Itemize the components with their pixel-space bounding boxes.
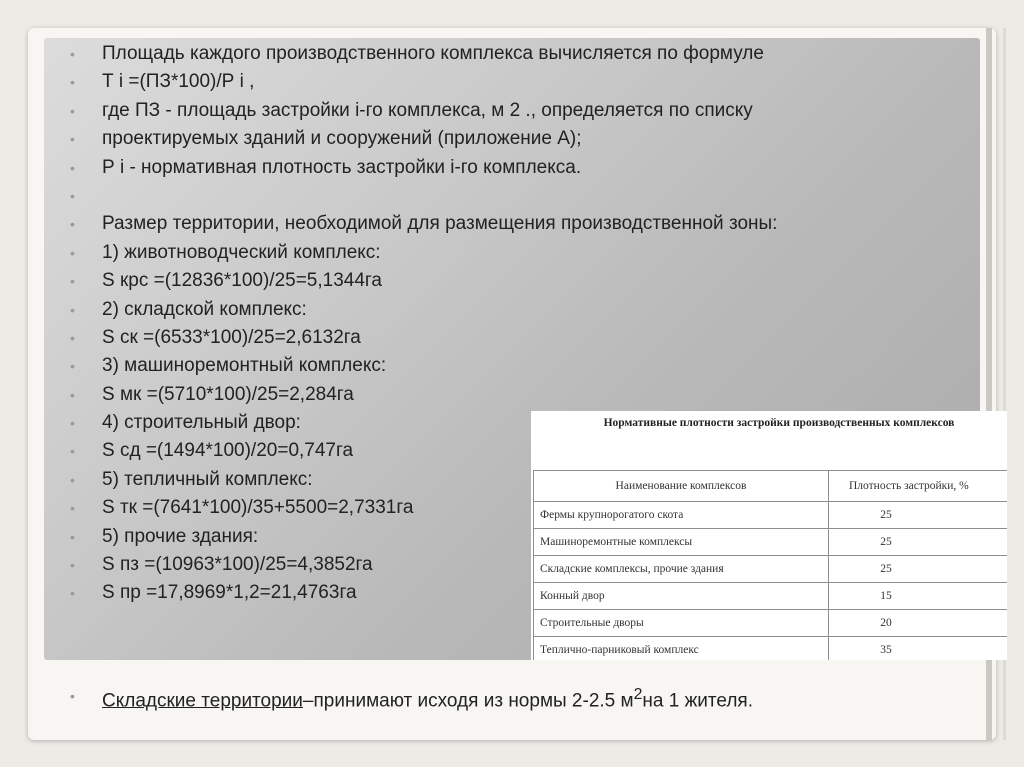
table-row xyxy=(534,610,1008,637)
table-row xyxy=(534,529,1008,556)
bullet-item xyxy=(62,68,962,96)
bullet-dot-icon: • xyxy=(70,46,75,62)
bullet-text: S мк =(5710*100)/25=2,284га xyxy=(102,383,354,405)
bullet-text: 4) строительный двор: xyxy=(102,412,301,434)
bullet-dot-icon: • xyxy=(70,244,75,261)
density-table-image xyxy=(531,411,1007,660)
column-header-name: Наименование комплексов xyxy=(534,471,829,502)
complex-name-cell: Фермы крупнорогатого скота xyxy=(534,502,829,529)
complex-name-cell: Строительные дворы xyxy=(534,610,829,637)
density-cell: 25 xyxy=(829,529,1008,556)
footer-text-end: на 1 жителя. xyxy=(642,690,753,712)
bullet-item xyxy=(62,40,962,68)
bullet-text: 2) складской комплекс: xyxy=(102,298,307,320)
bullet-dot-icon: • xyxy=(70,443,75,460)
table-row xyxy=(534,583,1008,610)
bullet-item xyxy=(62,239,962,267)
bullet-text: где ПЗ - площадь застройки i-го комплекса, м 2 ., определяется по списку xyxy=(102,99,753,121)
bullet-text: Размер территории, необходимой для размещения производственной зоны: xyxy=(102,213,778,235)
bullet-dot-icon: • xyxy=(70,273,75,290)
bullet-dot-icon: • xyxy=(70,159,75,176)
bullet-text: Т i =(ПЗ*100)/Р i , xyxy=(102,71,255,93)
bullet-text: 5) прочие здания: xyxy=(102,525,259,547)
bullet-item xyxy=(62,97,962,125)
bullet-text: S ск =(6533*100)/25=2,6132га xyxy=(102,326,361,348)
bullet-dot-icon: • xyxy=(70,329,75,346)
bullet-text: проектируемых зданий и сооружений (приложение А); xyxy=(102,128,582,150)
bullet-dot-icon: • xyxy=(70,386,75,403)
complex-name-cell: Машиноремонтные комплексы xyxy=(534,529,829,556)
bullet-dot-icon: • xyxy=(70,415,75,432)
bullet-dot-icon: • xyxy=(70,102,75,119)
density-cell: 15 xyxy=(829,583,1008,610)
bullet-dot-icon: • xyxy=(70,585,75,602)
table-title: Нормативные плотности застройки производственных комплексов xyxy=(603,417,955,429)
density-table xyxy=(533,470,1007,660)
bullet-text: 3) машиноремонтный комплекс: xyxy=(102,355,387,377)
bullet-dot-icon: • xyxy=(70,557,75,574)
complex-name-cell: Складские комплексы, прочие здания xyxy=(534,556,829,583)
bullet-text: S пз =(10963*100)/25=4,3852га xyxy=(102,554,373,576)
bullet-text: 1) животноводческий комплекс: xyxy=(102,241,381,263)
table-row xyxy=(534,637,1008,661)
footer-superscript: 2 xyxy=(633,686,643,703)
bullet-dot-icon: • xyxy=(70,301,75,318)
bullet-item-empty xyxy=(62,182,962,210)
density-cell: 25 xyxy=(829,556,1008,583)
bullet-item xyxy=(62,296,962,324)
complex-name-cell: Конный двор xyxy=(534,583,829,610)
footer-note xyxy=(62,686,753,712)
density-cell: 35 xyxy=(829,637,1008,661)
bullet-dot-icon: • xyxy=(70,187,75,204)
bullet-text: S крс =(12836*100)/25=5,1344га xyxy=(102,270,382,292)
bullet-item xyxy=(62,352,962,380)
bullet-item xyxy=(62,267,962,295)
bullet-dot-icon: • xyxy=(70,216,75,233)
bullet-text: 5) тепличный комплекс: xyxy=(102,468,313,490)
complex-name-cell: Теплично-парниковый комплекс xyxy=(534,637,829,661)
bullet-dot-icon: • xyxy=(70,358,75,375)
table-row xyxy=(534,502,1008,529)
bullet-dot-icon: • xyxy=(70,471,75,488)
column-header-density: Плотность застройки, % xyxy=(829,471,1008,502)
bullet-dot-icon: • xyxy=(70,688,75,704)
bullet-dot-icon: • xyxy=(70,74,75,91)
density-cell: 25 xyxy=(829,502,1008,529)
bullet-dot-icon: • xyxy=(70,131,75,148)
bullet-item xyxy=(62,210,962,238)
bullet-text: S пр =17,8969*1,2=21,4763га xyxy=(102,582,357,604)
bullet-item xyxy=(62,381,962,409)
bullet-item xyxy=(62,125,962,153)
bullet-text: S сд =(1494*100)/20=0,747га xyxy=(102,440,354,462)
bullet-dot-icon: • xyxy=(70,500,75,517)
bullet-text: Площадь каждого производственного комплекса вычисляется по формуле xyxy=(102,43,764,64)
bullet-text: S тк =(7641*100)/35+5500=2,7331га xyxy=(102,497,414,519)
warehouse-territories-link[interactable]: Складские территории xyxy=(102,690,303,712)
bullet-item xyxy=(62,154,962,182)
table-header-row xyxy=(534,471,1008,502)
bullet-item xyxy=(62,324,962,352)
footer-text: –принимают исходя из нормы 2-2.5 м xyxy=(302,690,634,712)
bullet-text: Р i - нормативная плотность застройки i-го комплекса. xyxy=(102,156,582,178)
density-cell: 20 xyxy=(829,610,1008,637)
bullet-dot-icon: • xyxy=(70,528,75,545)
table-row xyxy=(534,556,1008,583)
